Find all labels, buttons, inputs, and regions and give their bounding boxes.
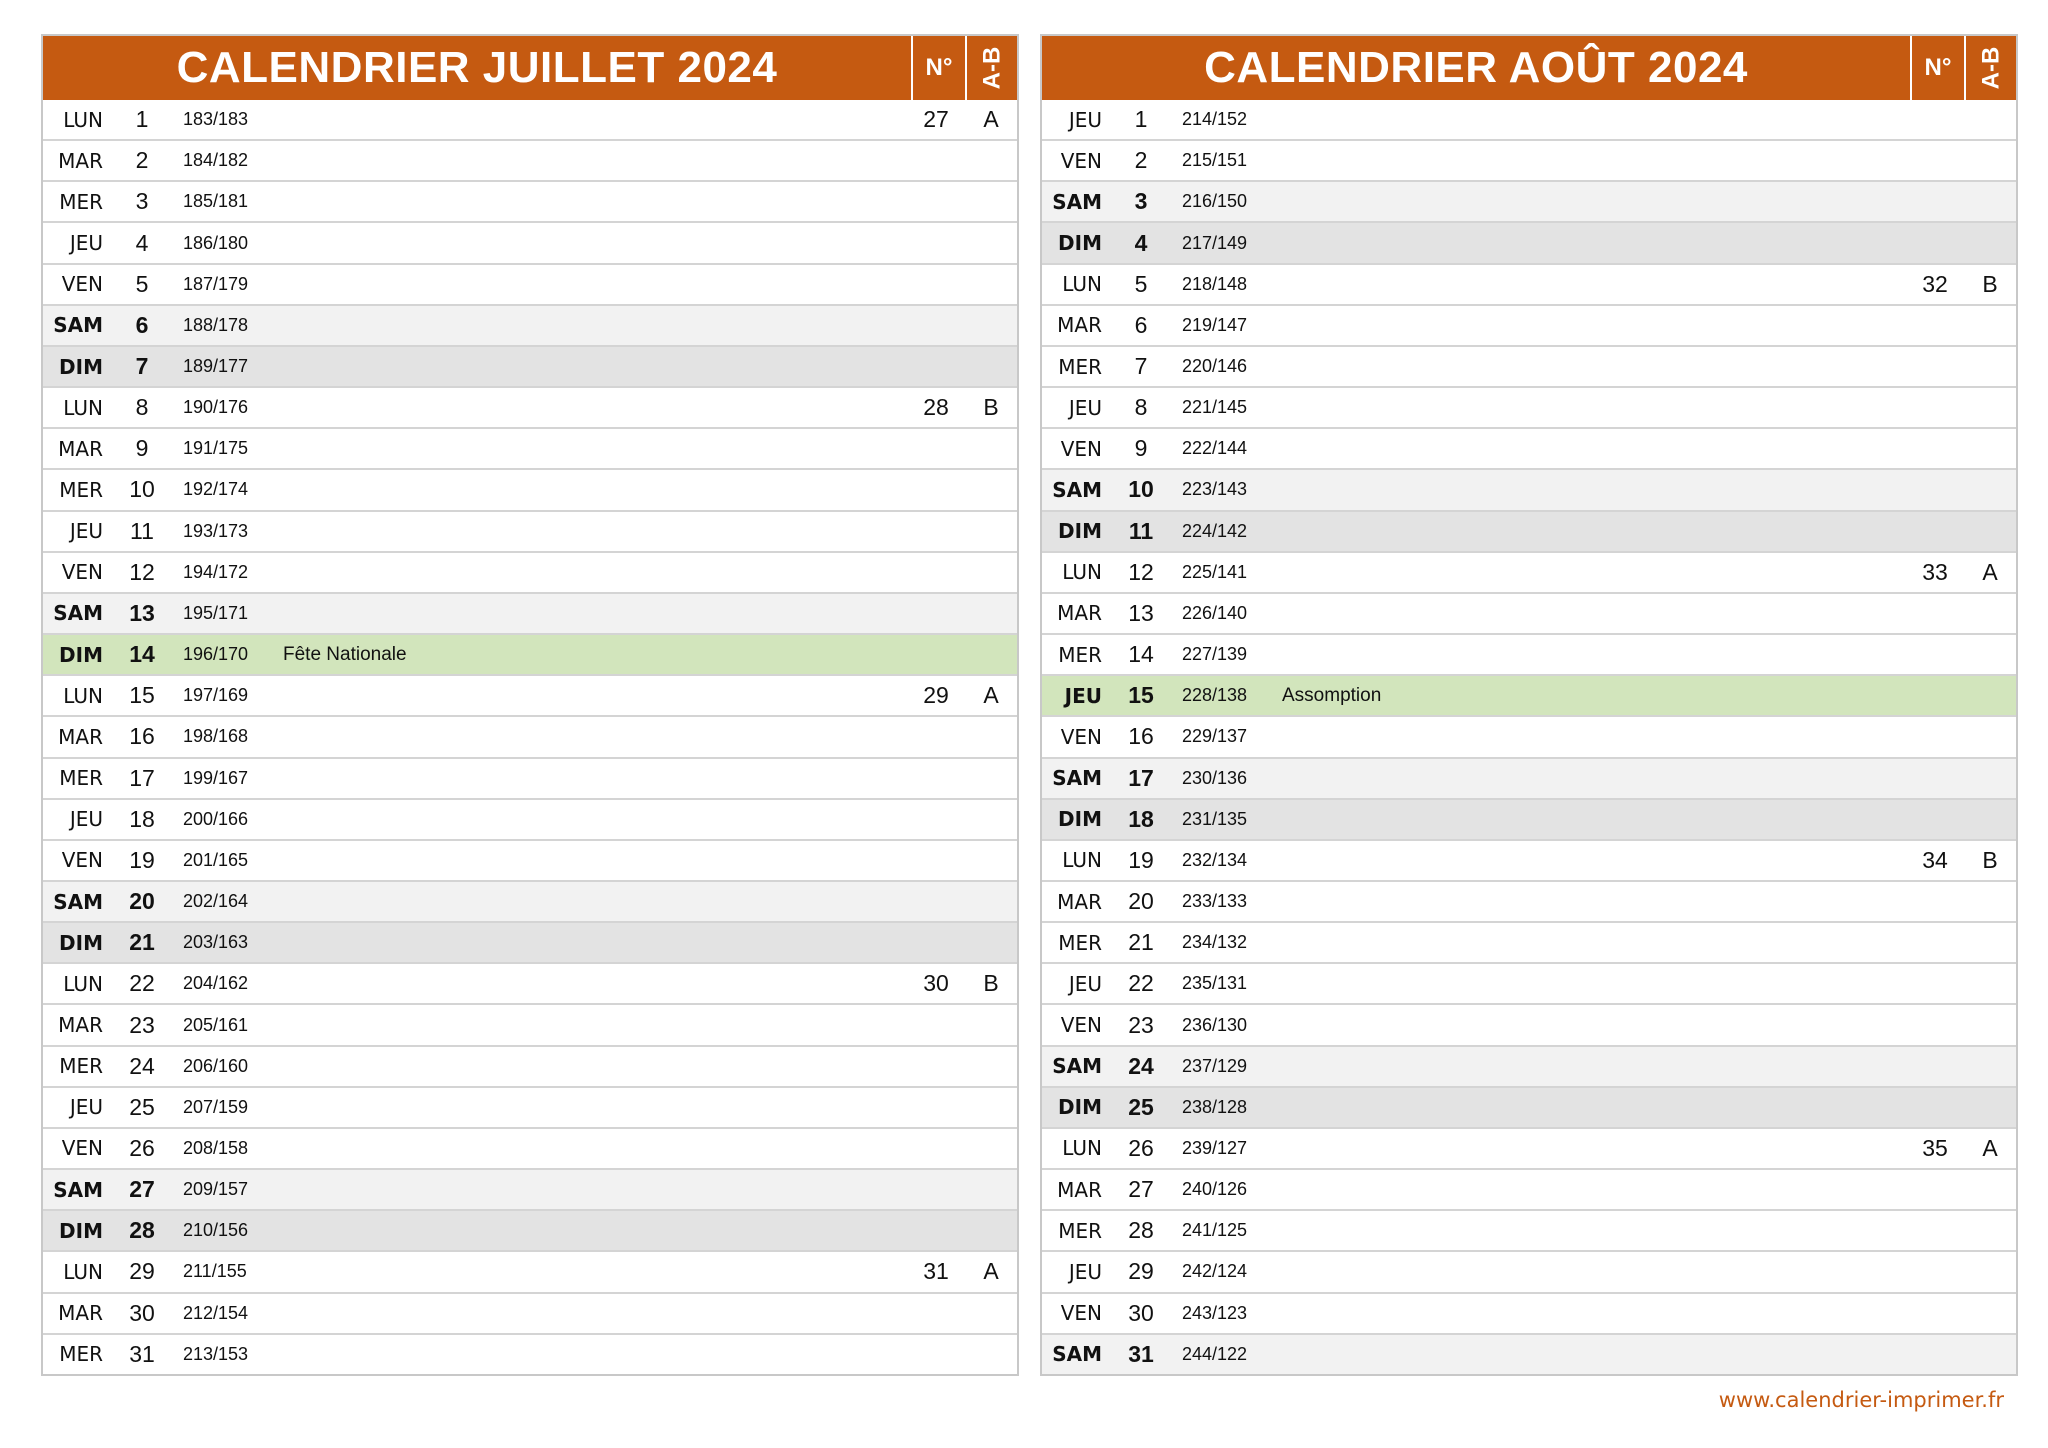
day-row [1042, 429, 2016, 470]
day-number: 5 [1134, 270, 1148, 297]
day-of-year: 242/124 [1182, 1261, 1248, 1282]
day-of-week: SAM [1052, 766, 1102, 791]
day-row [43, 923, 1017, 964]
day-of-year: 224/142 [1182, 520, 1248, 541]
day-of-week: DIM [59, 930, 103, 955]
day-of-year: 202/164 [183, 891, 249, 912]
day-row [1042, 553, 2016, 594]
day-number: 19 [129, 846, 155, 873]
day-of-week: DIM [1058, 807, 1102, 832]
week-number: 31 [923, 1258, 949, 1285]
week-ab: A [1982, 1134, 1998, 1161]
day-rows [1042, 100, 2016, 1374]
day-row [43, 882, 1017, 923]
day-of-week: VEN [61, 560, 103, 585]
day-of-year: 188/178 [183, 314, 249, 335]
day-number: 3 [1134, 188, 1148, 215]
day-row [43, 1211, 1017, 1252]
day-number: 25 [129, 1093, 155, 1120]
day-of-week: SAM [53, 313, 103, 338]
day-of-year: 228/138 [1182, 685, 1248, 706]
day-row [1042, 265, 2016, 306]
day-of-week: SAM [53, 889, 103, 914]
day-row [43, 347, 1017, 388]
day-number: 11 [130, 517, 154, 544]
day-number: 13 [129, 599, 155, 626]
day-number: 1 [1134, 106, 1148, 133]
day-of-week: VEN [1060, 436, 1102, 461]
day-of-week: VEN [1060, 148, 1102, 173]
day-number: 7 [135, 353, 149, 380]
day-of-week: MER [59, 766, 103, 791]
day-of-week: LUN [1062, 1136, 1102, 1161]
day-of-week: JEU [69, 231, 103, 256]
day-of-year: 229/137 [1182, 726, 1248, 747]
day-number: 17 [1128, 764, 1154, 791]
day-number: 25 [1128, 1093, 1154, 1120]
day-number: 10 [129, 476, 155, 503]
calendar-header [1042, 36, 2016, 100]
day-row [1042, 1088, 2016, 1129]
day-of-year: 215/151 [1182, 150, 1248, 171]
day-number: 6 [1134, 311, 1148, 338]
day-row [43, 1294, 1017, 1335]
day-number: 6 [135, 311, 149, 338]
day-of-week: MAR [1057, 889, 1102, 914]
day-of-week: VEN [61, 1136, 103, 1161]
day-of-week: JEU [69, 519, 103, 544]
day-of-week: VEN [61, 848, 103, 873]
day-row [43, 717, 1017, 758]
day-of-year: 218/148 [1182, 273, 1248, 294]
day-of-week: DIM [59, 642, 103, 667]
day-row [1042, 1211, 2016, 1252]
day-row [1042, 635, 2016, 676]
day-of-year: 223/143 [1182, 479, 1248, 500]
day-of-week: DIM [1058, 1095, 1102, 1120]
day-number: 22 [129, 970, 155, 997]
day-of-week: VEN [1060, 724, 1102, 749]
day-of-week: JEU [1068, 395, 1102, 420]
day-number: 24 [1128, 1052, 1154, 1079]
day-row [43, 265, 1017, 306]
ab-header-label: A-B [978, 46, 1005, 90]
calendar-header [43, 36, 1017, 100]
day-of-year: 187/179 [183, 273, 249, 294]
day-of-year: 195/171 [183, 602, 249, 623]
day-row [43, 306, 1017, 347]
day-row [1042, 594, 2016, 635]
day-of-week: SAM [1052, 1342, 1102, 1367]
day-of-year: 199/167 [183, 767, 249, 788]
day-number: 8 [135, 394, 149, 421]
day-row [1042, 1047, 2016, 1088]
day-of-year: 237/129 [1182, 1055, 1248, 1076]
day-row [1042, 223, 2016, 264]
day-number: 14 [129, 641, 155, 668]
day-row [43, 553, 1017, 594]
day-of-year: 185/181 [183, 191, 249, 212]
day-number: 18 [129, 805, 155, 832]
day-of-year: 209/157 [183, 1179, 249, 1200]
day-of-week: DIM [59, 1218, 103, 1243]
day-number: 24 [129, 1052, 155, 1079]
day-number: 26 [129, 1134, 155, 1161]
day-of-year: 198/168 [183, 726, 249, 747]
day-row [1042, 759, 2016, 800]
day-of-year: 204/162 [183, 973, 249, 994]
day-number: 22 [1128, 970, 1154, 997]
day-number: 30 [1128, 1299, 1154, 1326]
day-of-week: DIM [1058, 231, 1102, 256]
day-number: 4 [135, 229, 149, 256]
day-number: 30 [129, 1299, 155, 1326]
day-number: 1 [135, 106, 149, 133]
day-of-year: 216/150 [1182, 191, 1248, 212]
day-of-week: JEU [69, 1095, 103, 1120]
day-of-year: 192/174 [183, 479, 249, 500]
day-of-week: VEN [1060, 1301, 1102, 1326]
day-number: 31 [129, 1340, 155, 1367]
day-of-year: 241/125 [1182, 1220, 1248, 1241]
calendar-july [41, 34, 1019, 1376]
day-row [1042, 388, 2016, 429]
day-of-year: 234/132 [1182, 932, 1248, 953]
day-number: 13 [1128, 599, 1154, 626]
day-of-week: JEU [1068, 107, 1102, 132]
day-number: 26 [1128, 1134, 1154, 1161]
day-number: 7 [1134, 353, 1148, 380]
day-number: 17 [129, 764, 155, 791]
day-of-year: 238/128 [1182, 1096, 1248, 1117]
day-row [1042, 1294, 2016, 1335]
day-of-year: 222/144 [1182, 438, 1248, 459]
week-ab: B [1982, 846, 1998, 873]
day-row [1042, 470, 2016, 511]
week-ab: A [983, 106, 999, 133]
day-of-week: MAR [1057, 1177, 1102, 1202]
week-number: 33 [1922, 558, 1948, 585]
day-of-week: LUN [63, 107, 103, 132]
day-of-week: LUN [1062, 560, 1102, 585]
week-number: 34 [1922, 846, 1948, 873]
day-number: 23 [129, 1011, 155, 1038]
day-row [1042, 512, 2016, 553]
day-of-week: MAR [58, 148, 103, 173]
day-number: 2 [135, 147, 149, 174]
day-of-year: 208/158 [183, 1137, 249, 1158]
day-of-year: 190/176 [183, 397, 249, 418]
day-of-week: LUN [1062, 272, 1102, 297]
day-of-year: 207/159 [183, 1096, 249, 1117]
day-number: 9 [135, 435, 149, 462]
day-row [43, 964, 1017, 1005]
day-number: 28 [129, 1217, 155, 1244]
day-row [1042, 882, 2016, 923]
day-row [43, 100, 1017, 141]
day-rows [43, 100, 1017, 1374]
day-of-week: SAM [53, 1177, 103, 1202]
day-of-year: 233/133 [1182, 891, 1248, 912]
day-of-year: 227/139 [1182, 644, 1248, 665]
day-number: 21 [1128, 929, 1154, 956]
day-number: 14 [1128, 641, 1154, 668]
day-row [1042, 1170, 2016, 1211]
day-of-week: JEU [1068, 1259, 1102, 1284]
day-of-year: 219/147 [1182, 314, 1248, 335]
day-row [43, 223, 1017, 264]
day-row [1042, 141, 2016, 182]
day-number: 15 [1128, 682, 1154, 709]
day-number: 8 [1134, 394, 1148, 421]
day-row [43, 1088, 1017, 1129]
day-row [1042, 1129, 2016, 1170]
day-number: 29 [129, 1258, 155, 1285]
day-row [1042, 964, 2016, 1005]
day-number: 20 [1128, 888, 1154, 915]
day-row [43, 1170, 1017, 1211]
ab-header [1964, 36, 2016, 100]
day-of-year: 232/134 [1182, 849, 1248, 870]
day-of-year: 200/166 [183, 808, 249, 829]
day-row [1042, 1335, 2016, 1374]
day-of-week: MAR [58, 724, 103, 749]
day-of-week: MER [1058, 642, 1102, 667]
day-row [1042, 717, 2016, 758]
day-number: 31 [1128, 1340, 1154, 1367]
day-of-year: 197/169 [183, 685, 249, 706]
day-of-year: 244/122 [1182, 1343, 1248, 1364]
day-row [43, 388, 1017, 429]
day-number: 27 [129, 1176, 155, 1203]
week-ab: B [983, 394, 999, 421]
day-of-year: 212/154 [183, 1302, 249, 1323]
day-row [43, 182, 1017, 223]
day-of-week: MER [59, 1342, 103, 1367]
day-row [43, 1129, 1017, 1170]
day-of-week: DIM [59, 354, 103, 379]
day-of-year: 214/152 [1182, 109, 1248, 130]
day-number: 11 [1128, 517, 1154, 544]
day-of-week: LUN [63, 683, 103, 708]
day-of-year: 196/170 [183, 644, 249, 665]
day-of-year: 213/153 [183, 1343, 249, 1364]
day-number: 28 [1128, 1217, 1154, 1244]
day-row [1042, 182, 2016, 223]
day-row [1042, 800, 2016, 841]
day-of-week: MAR [58, 1301, 103, 1326]
day-of-week: SAM [1052, 1054, 1102, 1079]
day-number: 4 [1134, 229, 1148, 256]
week-number: 29 [923, 682, 949, 709]
day-row [43, 635, 1017, 676]
day-number: 9 [1134, 435, 1148, 462]
day-of-year: 186/180 [183, 232, 249, 253]
day-of-week: VEN [1060, 1013, 1102, 1038]
day-row [1042, 923, 2016, 964]
event-label: Fête Nationale [283, 643, 407, 665]
day-number: 20 [129, 888, 155, 915]
day-number: 19 [1128, 846, 1154, 873]
day-number: 23 [1128, 1011, 1154, 1038]
day-of-year: 203/163 [183, 932, 249, 953]
day-row [43, 594, 1017, 635]
day-of-year: 191/175 [183, 438, 249, 459]
week-ab: B [983, 970, 999, 997]
day-of-week: LUN [63, 1259, 103, 1284]
week-ab: A [983, 682, 999, 709]
day-number: 16 [129, 723, 155, 750]
day-of-year: 225/141 [1182, 561, 1248, 582]
day-of-week: MAR [1057, 601, 1102, 626]
day-of-year: 217/149 [1182, 232, 1248, 253]
day-number: 10 [1128, 476, 1154, 503]
day-number: 3 [135, 188, 149, 215]
day-of-week: MAR [58, 1013, 103, 1038]
week-number: 28 [923, 394, 949, 421]
week-ab: B [1982, 270, 1998, 297]
day-of-year: 240/126 [1182, 1179, 1248, 1200]
week-number-header: N° [1910, 36, 1964, 100]
day-of-year: 205/161 [183, 1014, 249, 1035]
day-of-week: DIM [1058, 519, 1102, 544]
day-number: 27 [1128, 1176, 1154, 1203]
day-row [43, 1335, 1017, 1374]
week-ab: A [983, 1258, 999, 1285]
day-row [43, 1252, 1017, 1293]
day-row [1042, 1252, 2016, 1293]
day-of-week: JEU [69, 807, 103, 832]
day-of-week: LUN [63, 971, 103, 996]
day-row [43, 841, 1017, 882]
day-of-week: SAM [1052, 477, 1102, 502]
day-of-week: SAM [53, 601, 103, 626]
day-row [43, 141, 1017, 182]
day-row [43, 1047, 1017, 1088]
day-row [1042, 347, 2016, 388]
day-number: 16 [1128, 723, 1154, 750]
event-label: Assomption [1282, 684, 1382, 706]
day-row [1042, 306, 2016, 347]
week-number: 32 [1922, 270, 1948, 297]
day-of-year: 211/155 [183, 1261, 247, 1282]
day-row [43, 800, 1017, 841]
day-of-year: 206/160 [183, 1055, 249, 1076]
day-number: 21 [129, 929, 155, 956]
day-of-year: 239/127 [1182, 1137, 1248, 1158]
day-row [1042, 100, 2016, 141]
day-number: 12 [129, 558, 155, 585]
day-of-week: MER [1058, 1218, 1102, 1243]
calendar-title: CALENDRIER JUILLET 2024 [176, 43, 778, 92]
day-of-week: MAR [58, 436, 103, 461]
day-of-year: 201/165 [183, 849, 249, 870]
day-of-week: LUN [1062, 848, 1102, 873]
day-of-week: JEU [1068, 971, 1102, 996]
day-number: 12 [1128, 558, 1154, 585]
day-number: 2 [1134, 147, 1148, 174]
week-number: 27 [923, 106, 949, 133]
day-of-year: 184/182 [183, 150, 249, 171]
day-row [43, 512, 1017, 553]
day-of-week: MAR [1057, 313, 1102, 338]
day-of-year: 210/156 [183, 1220, 249, 1241]
day-row [43, 470, 1017, 511]
footer-website[interactable]: www.calendrier-imprimer.fr [1718, 1388, 2004, 1412]
day-number: 18 [1128, 805, 1154, 832]
day-row [1042, 841, 2016, 882]
day-row [1042, 676, 2016, 717]
week-number: 35 [1922, 1134, 1948, 1161]
day-row [43, 1005, 1017, 1046]
ab-header-label: A-B [1977, 46, 2004, 90]
day-of-year: 220/146 [1182, 356, 1248, 377]
week-ab: A [1982, 558, 1998, 585]
day-row [43, 676, 1017, 717]
day-of-week: MER [1058, 930, 1102, 955]
week-number-header: N° [911, 36, 965, 100]
day-of-week: VEN [61, 272, 103, 297]
day-of-week: MER [59, 477, 103, 502]
day-of-year: 226/140 [1182, 602, 1248, 623]
day-of-year: 189/177 [183, 356, 249, 377]
day-row [1042, 1005, 2016, 1046]
day-of-year: 235/131 [1182, 973, 1248, 994]
day-of-year: 183/183 [183, 109, 249, 130]
day-of-year: 221/145 [1182, 397, 1248, 418]
day-of-week: LUN [63, 395, 103, 420]
day-of-week: MER [1058, 354, 1102, 379]
day-of-year: 236/130 [1182, 1014, 1248, 1035]
day-of-week: MER [59, 189, 103, 214]
day-of-week: MER [59, 1054, 103, 1079]
day-of-year: 231/135 [1182, 808, 1248, 829]
day-of-year: 193/173 [183, 520, 249, 541]
calendar-august [1040, 34, 2018, 1376]
day-of-year: 194/172 [183, 561, 249, 582]
day-number: 5 [135, 270, 149, 297]
day-of-week: SAM [1052, 189, 1102, 214]
day-number: 15 [129, 682, 155, 709]
day-number: 29 [1128, 1258, 1154, 1285]
day-row [43, 429, 1017, 470]
day-row [43, 759, 1017, 800]
day-of-week: JEU [1064, 683, 1102, 708]
calendar-title: CALENDRIER AOÛT 2024 [1204, 43, 1748, 92]
ab-header [965, 36, 1017, 100]
day-of-year: 230/136 [1182, 767, 1248, 788]
week-number: 30 [923, 970, 949, 997]
day-of-year: 243/123 [1182, 1302, 1248, 1323]
